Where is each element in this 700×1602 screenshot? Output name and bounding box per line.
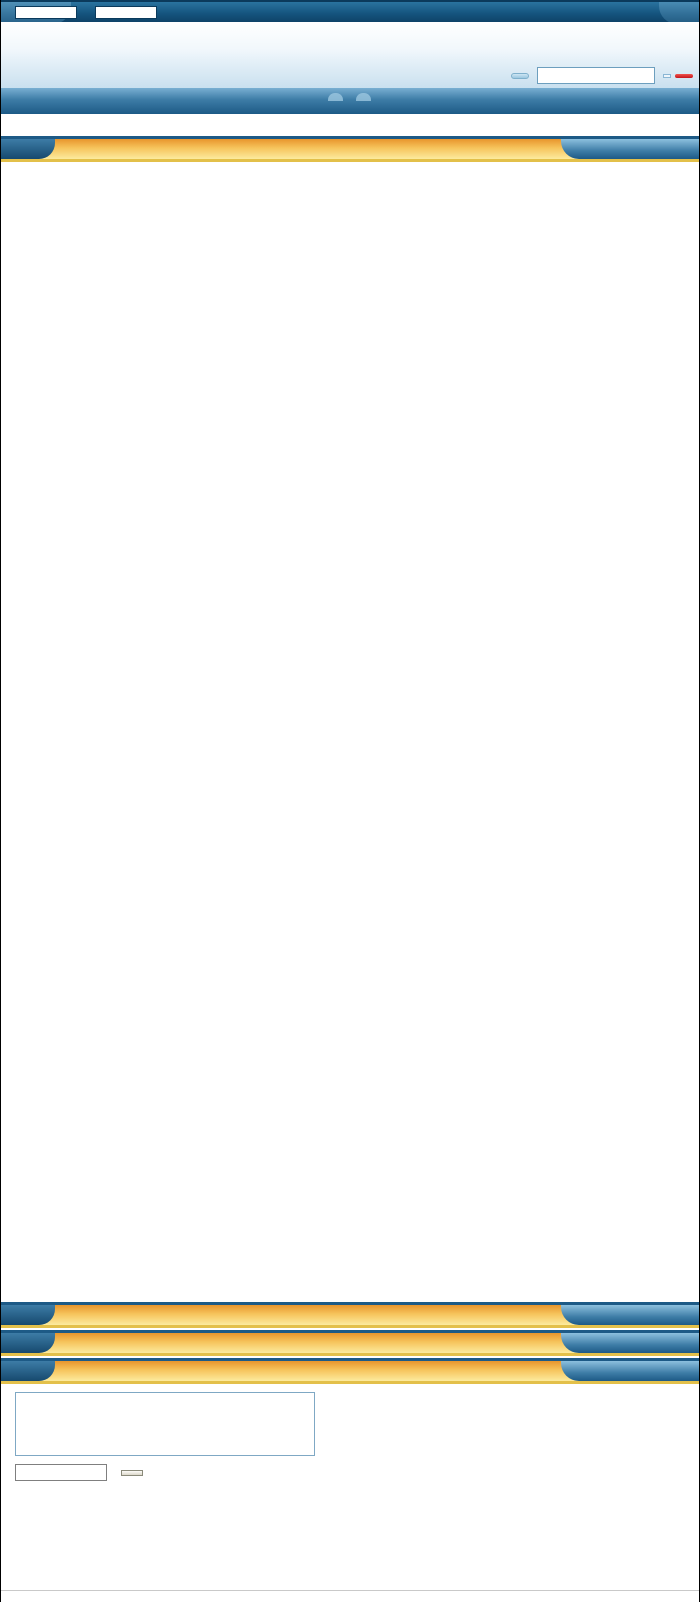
name-input[interactable]	[15, 1464, 107, 1481]
submit-comment-button[interactable]	[121, 1470, 143, 1476]
member-input[interactable]	[15, 6, 77, 19]
comment-textarea[interactable]	[15, 1392, 315, 1456]
breadcrumb	[1, 114, 699, 134]
section-bar-read-news	[1, 136, 699, 162]
person-icon	[356, 92, 372, 110]
article	[1, 162, 699, 1300]
person-icon	[328, 92, 344, 110]
main-nav	[1, 88, 699, 114]
password-input[interactable]	[95, 6, 157, 19]
search-button[interactable]	[675, 74, 693, 78]
section-bar-article-comments	[1, 1330, 699, 1356]
section-bar-related-news	[1, 1302, 699, 1328]
site-footer	[1, 1590, 699, 1602]
search-label	[511, 73, 529, 79]
site-search	[511, 67, 693, 84]
search-scope-options	[663, 74, 671, 78]
search-input[interactable]	[537, 67, 655, 84]
comment-form	[1, 1384, 699, 1580]
top-login-bar	[1, 0, 699, 22]
section-bar-post-comment	[1, 1358, 699, 1384]
site-header	[1, 22, 699, 88]
